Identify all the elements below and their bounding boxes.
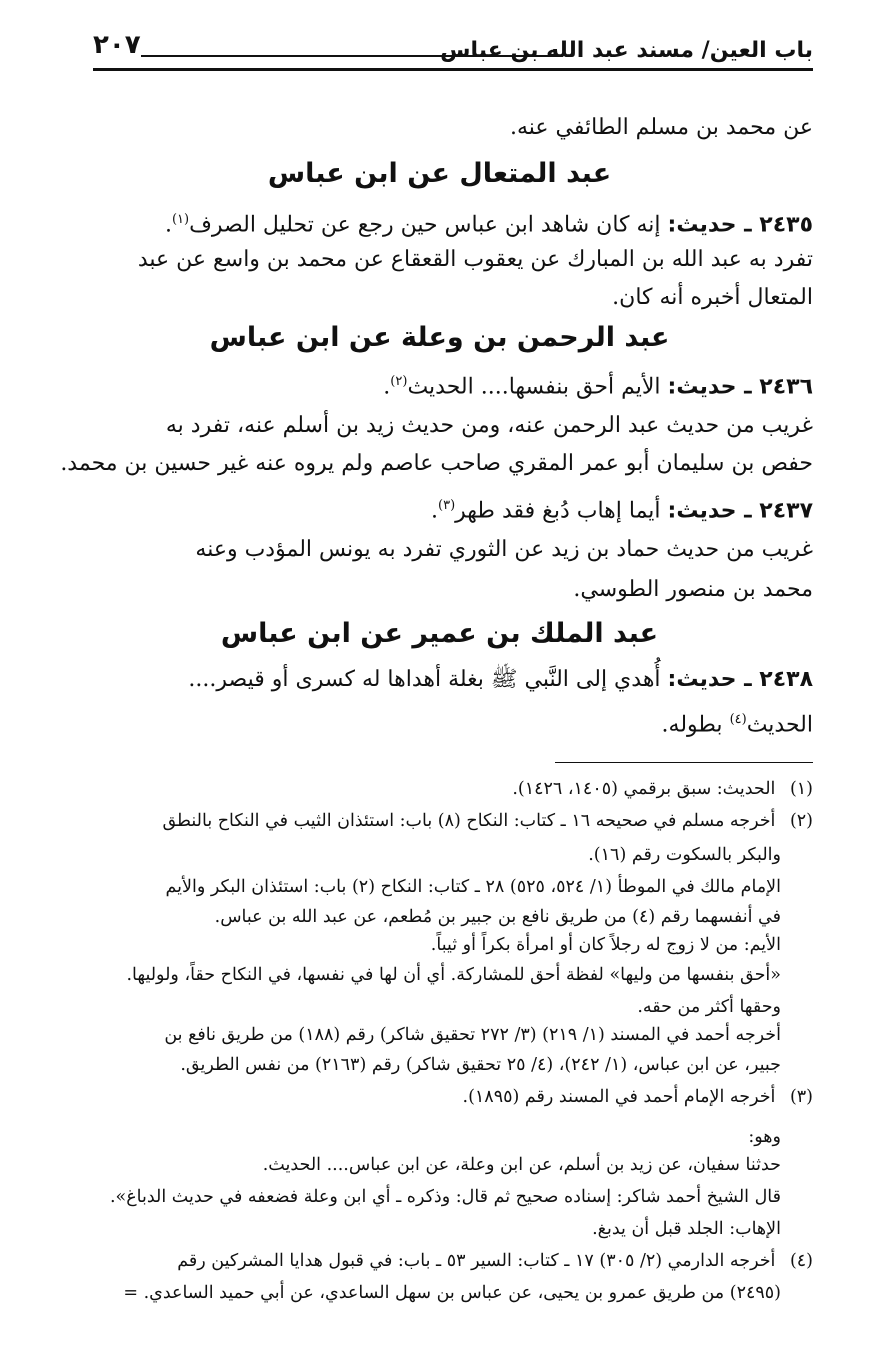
hadith-2435: ٢٤٣٥ ـ حديث: إنه كان شاهد ابن عباس حين رجع عن تحليل الصرف$^{(١)}$. [164, 212, 813, 238]
footnote-3 [73, 1084, 813, 1110]
footnote-ref: (٣) [438, 498, 456, 513]
header-rule-thin [141, 55, 563, 57]
footnote-line: وحقها أكثر من حقه. [637, 997, 781, 1017]
header-title: باب العين/ مسند عبد الله بن عباس [440, 38, 813, 63]
footnote-text: أخرجه الدارمي (٢/ ٣٠٥) ١٧ ـ كتاب: السير ٥٣ ـ باب: في قبول هدايا المشركين رقم [177, 1251, 776, 1271]
body-line: المتعال أخبره أنه كان. [612, 285, 813, 310]
section-heading: عبد الرحمن بن وعلة عن ابن عباس [209, 322, 670, 353]
footnote-line: الإمام مالك في الموطأ (١/ ٥٢٤، ٥٢٥) ٢٨ ـ كتاب: النكاح (٢) باب: استئذان البكر والأيم [165, 877, 781, 897]
footnote-label: (١) [789, 779, 813, 799]
footnote-line: في أنفسهما رقم (٤) من طريق نافع بن جبير بن مُطعم، عن عبد الله بن عباس. [214, 907, 781, 927]
hadith-text: إنه كان شاهد ابن عباس حين رجع عن تحليل الصرف [189, 212, 661, 238]
footnote-ref: (٢) [390, 374, 408, 389]
hadith-2438 [63, 664, 813, 696]
hadith-text: أيما إهاب دُبغ فقد طهر [455, 498, 661, 524]
footnote-ref: (١) [171, 212, 190, 227]
running-header [93, 30, 813, 70]
footnote-line: (٢٤٩٥) من طريق عمرو بن يحيى، عن عباس بن سهل الساعدي، عن أبي حميد الساعدي. = [123, 1283, 781, 1303]
footnote-line: أخرجه أحمد في المسند (١/ ٢١٩) (٣/ ٢٧٢ تحقيق شاكر) رقم (١٨٨) من طريق نافع بن [164, 1025, 781, 1045]
footnote-text: أخرجه مسلم في صحيحه ١٦ ـ كتاب: النكاح (٨) باب: استئذان الثيب في النكاح بالنطق [162, 811, 776, 831]
body-line: غريب من حديث حماد بن زيد عن الثوري تفرد به يونس المؤدب وعنه [195, 537, 813, 562]
footnote-line: وهو: [748, 1127, 781, 1147]
body-line: عن محمد بن مسلم الطائفي عنه. [509, 115, 813, 140]
footnote-1 [73, 776, 813, 802]
body-line: تفرد به عبد الله بن المبارك عن يعقوب القعقاع عن محمد بن واسع عن عبد [137, 247, 813, 272]
footnote-label: (٤) [789, 1251, 813, 1271]
hadith-text: الأيم أحق بنفسها.... الحديث [407, 374, 661, 400]
header-rule [93, 68, 813, 71]
page-number: ٢٠٧ [93, 30, 141, 60]
hadith-text: أُهدي إلى النَّبي ﷺ بغلة أهداها له كسرى أو قيصر.... [188, 667, 661, 692]
body-line: محمد بن منصور الطوسي. [573, 577, 813, 602]
section-heading: عبد المتعال عن ابن عباس [267, 158, 612, 189]
body-line: غريب من حديث عبد الرحمن عنه، ومن حديث زيد بن أسلم عنه، تفرد به [165, 413, 813, 438]
footnote-label: (٢) [789, 811, 813, 831]
hadith-2437: ٢٤٣٧ ـ حديث: أيما إهاب دُبغ فقد طهر$^{(٣)}$. [431, 498, 813, 524]
hadith-number: ٢٤٣٦ ـ حديث: [667, 374, 813, 400]
footnote-text: الحديث: سبق برقمي (١٤٠٥، ١٤٢٦). [512, 779, 776, 799]
hadith-text: بطوله. [661, 712, 723, 738]
section-heading: عبد الملك بن عمير عن ابن عباس [220, 618, 659, 649]
footnote-label: (٣) [789, 1087, 813, 1107]
footnote-line: «أحق بنفسها من وليها» لفظة أحق للمشاركة. أي أن لها في نفسها، في النكاح حقاً، ولوليها. [126, 965, 781, 985]
footnote-line: جبير، عن ابن عباس، (١/ ٢٤٢)، (٤/ ٢٥ تحقيق شاكر) رقم (٢١٦٣) من نفس الطريق. [180, 1055, 781, 1075]
footnote-ref: (٤) [729, 712, 747, 727]
hadith-number: ٢٤٣٥ ـ حديث: [667, 212, 813, 238]
hadith-text: الحديث [746, 712, 813, 738]
footnote-line: والبكر بالسكوت رقم (١٦). [588, 845, 781, 865]
footnote-2 [73, 808, 813, 834]
footnote-text: أخرجه الإمام أحمد في المسند رقم (١٨٩٥). [462, 1087, 776, 1107]
hadith-number: ٢٤٣٨ ـ حديث: [667, 667, 813, 692]
body-line [63, 704, 813, 741]
footnote-line: الإهاب: الجلد قبل أن يدبغ. [592, 1219, 781, 1239]
footnote-separator [555, 762, 813, 763]
hadith-number: ٢٤٣٧ ـ حديث: [667, 498, 813, 524]
footnote-line: حدثنا سفيان، عن زيد بن أسلم، عن ابن وعلة، عن ابن عباس.... الحديث. [262, 1155, 781, 1175]
footnote-line: الأيم: من لا زوج له رجلاً كان أو امرأة بكراً أو ثيباً. [430, 935, 781, 955]
hadith-2436: ٢٤٣٦ ـ حديث: الأيم أحق بنفسها.... الحديث$^{(٢)}$. [383, 374, 813, 400]
footnote-line: قال الشيخ أحمد شاكر: إسناده صحيح ثم قال: وذكره ـ أي ابن وعلة فضعفه في حديث الدباغ». [109, 1187, 781, 1207]
body-line: حفص بن سليمان أبو عمر المقري صاحب عاصم ولم يروه عنه غير حسين بن محمد. [60, 451, 813, 476]
footnote-4 [73, 1248, 813, 1274]
